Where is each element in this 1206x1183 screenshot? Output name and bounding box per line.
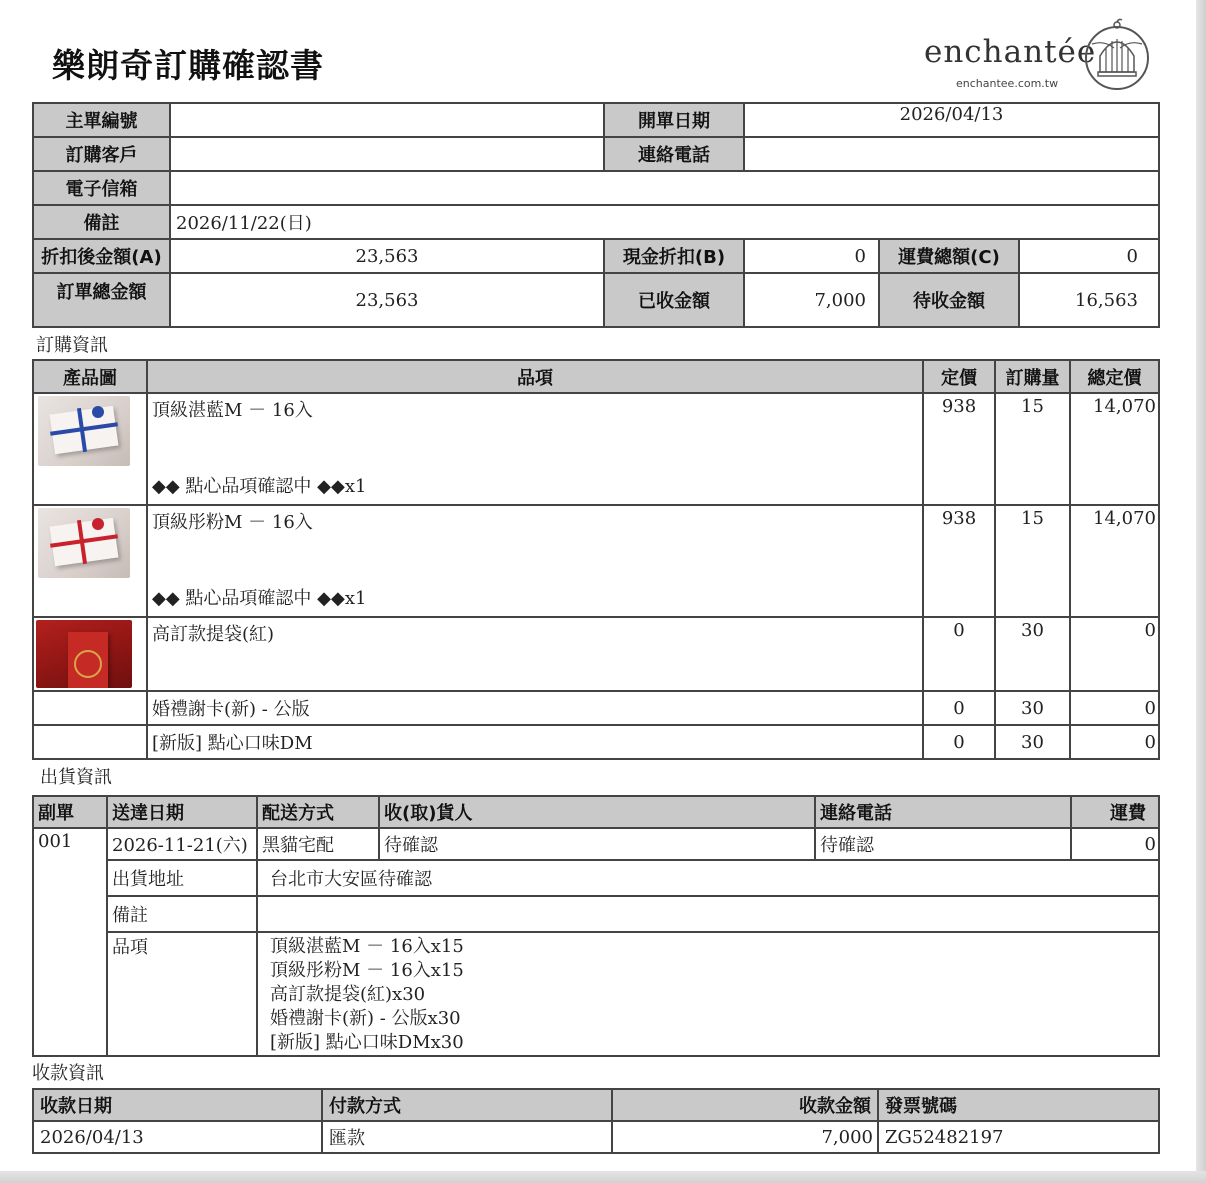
item-cell — [147, 505, 923, 617]
table-row — [33, 725, 1159, 759]
item-price: 938 — [923, 505, 995, 617]
col-header-invoice: 發票號碼 — [878, 1089, 1159, 1121]
item-cell — [147, 617, 923, 691]
received-value: 7,000 — [744, 273, 879, 327]
pay-date-value: 2026/04/13 — [33, 1121, 322, 1153]
ship-phone-value: 待確認 — [815, 828, 1071, 860]
order-info-table — [32, 102, 1160, 328]
pay-method-value: 匯款 — [322, 1121, 612, 1153]
item-qty: 15 — [995, 505, 1070, 617]
list-item: 頂級湛藍M － 16入x15 — [270, 936, 464, 957]
page-title: 樂朗奇訂購確認書 — [52, 46, 324, 85]
address-label: 出貨地址 — [107, 860, 257, 896]
pink-giftbox-image — [38, 508, 130, 578]
item-note: ◆◆ 點心品項確認中 ◆◆x1 — [152, 476, 367, 497]
shipping-section-label: 出貨資訊 — [40, 767, 112, 788]
sub-no-value: 001 — [33, 828, 107, 1056]
discounted-amount-value: 23,563 — [170, 239, 604, 273]
list-item: 高訂款提袋(紅)x30 — [270, 984, 426, 1005]
list-item: [新版] 點心口味DMx30 — [270, 1032, 464, 1053]
item-name: 頂級湛藍M － 16入 — [152, 400, 313, 421]
address-value: 台北市大安區待確認 — [257, 860, 1159, 896]
method-value: 黑貓宅配 — [257, 828, 379, 860]
remark-label: 備註 — [33, 205, 170, 239]
list-item: 婚禮謝卡(新) - 公版x30 — [270, 1008, 461, 1029]
col-header-fee: 運費 — [1071, 796, 1159, 828]
email-label: 電子信箱 — [33, 171, 170, 205]
cash-discount-value: 0 — [744, 239, 879, 273]
col-header-image: 產品圖 — [33, 360, 147, 393]
ship-items-list — [257, 932, 1159, 1056]
order-total-label: 訂單總金額 — [33, 273, 170, 327]
item-total: 0 — [1070, 725, 1159, 759]
shipping-total-label: 運費總額(C) — [879, 239, 1019, 273]
items-section-label: 訂購資訊 — [36, 335, 108, 356]
invoice-no-value: ZG52482197 — [878, 1121, 1159, 1153]
item-name: [新版] 點心口味DM — [147, 725, 923, 759]
col-header-sub-no: 副單 — [33, 796, 107, 828]
order-total-value: 23,563 — [170, 273, 604, 327]
col-header-item: 品項 — [147, 360, 923, 393]
main-no-value — [170, 103, 604, 137]
ship-fee-value: 0 — [1071, 828, 1159, 860]
item-price: 0 — [923, 691, 995, 725]
open-date-label: 開單日期 — [604, 103, 744, 137]
pending-value: 16,563 — [1019, 273, 1159, 327]
ship-remark-value — [257, 896, 1159, 932]
cash-discount-label: 現金折扣(B) — [604, 239, 744, 273]
product-image-cell — [33, 725, 147, 759]
col-header-phone: 連絡電話 — [815, 796, 1071, 828]
col-header-receiver: 收(取)貨人 — [379, 796, 815, 828]
customer-value — [170, 137, 604, 171]
ship-items-label: 品項 — [107, 932, 257, 1056]
blue-giftbox-image — [38, 396, 130, 466]
phone-label: 連絡電話 — [604, 137, 744, 171]
pay-amount-value: 7,000 — [612, 1121, 878, 1153]
col-header-pay-amount: 收款金額 — [612, 1089, 878, 1121]
page-edge — [1196, 0, 1206, 1183]
col-header-total: 總定價 — [1070, 360, 1159, 393]
brand-logo-text: enchantée — [924, 34, 1097, 70]
discounted-amount-label: 折扣後金額(A) — [33, 239, 170, 273]
received-label: 已收金額 — [604, 273, 744, 327]
item-name: 頂級彤粉M － 16入 — [152, 512, 313, 533]
product-image-cell — [33, 617, 147, 691]
item-qty: 30 — [995, 725, 1070, 759]
item-qty: 30 — [995, 617, 1070, 691]
col-header-pay-method: 付款方式 — [322, 1089, 612, 1121]
receiver-value: 待確認 — [379, 828, 815, 860]
shipping-total-value: 0 — [1019, 239, 1159, 273]
col-header-price: 定價 — [923, 360, 995, 393]
birdcage-logo-icon — [1084, 14, 1150, 94]
col-header-method: 配送方式 — [257, 796, 379, 828]
table-row — [33, 617, 1159, 691]
product-image-cell — [33, 505, 147, 617]
col-header-delivery-date: 送達日期 — [107, 796, 257, 828]
product-image-cell — [33, 393, 147, 505]
item-total: 14,070 — [1070, 505, 1159, 617]
item-total: 0 — [1070, 617, 1159, 691]
item-cell — [147, 393, 923, 505]
shipping-table — [32, 795, 1160, 1057]
product-image-cell — [33, 691, 147, 725]
main-no-label: 主單編號 — [33, 103, 170, 137]
phone-value — [744, 137, 1159, 171]
open-date-value: 2026/04/13 — [744, 103, 1159, 137]
pending-label: 待收金額 — [879, 273, 1019, 327]
ship-remark-label: 備註 — [107, 896, 257, 932]
remark-value: 2026/11/22(日) — [170, 205, 1159, 239]
red-bag-image — [36, 620, 132, 688]
brand-url: enchantee.com.tw — [956, 77, 1059, 90]
item-name: 高訂款提袋(紅) — [152, 624, 275, 645]
payment-section-label: 收款資訊 — [32, 1063, 104, 1084]
item-price: 0 — [923, 725, 995, 759]
item-total: 14,070 — [1070, 393, 1159, 505]
item-total: 0 — [1070, 691, 1159, 725]
col-header-qty: 訂購量 — [995, 360, 1070, 393]
email-value — [170, 171, 1159, 205]
table-row — [33, 691, 1159, 725]
item-price: 0 — [923, 617, 995, 691]
payment-table — [32, 1088, 1160, 1154]
item-qty: 30 — [995, 691, 1070, 725]
page-edge-bottom — [0, 1171, 1206, 1183]
list-item: 頂級彤粉M － 16入x15 — [270, 960, 464, 981]
item-note: ◆◆ 點心品項確認中 ◆◆x1 — [152, 588, 367, 609]
table-row — [33, 505, 1159, 617]
customer-label: 訂購客戶 — [33, 137, 170, 171]
item-name: 婚禮謝卡(新) - 公版 — [147, 691, 923, 725]
table-row — [33, 393, 1159, 505]
col-header-pay-date: 收款日期 — [33, 1089, 322, 1121]
item-qty: 15 — [995, 393, 1070, 505]
delivery-date-value: 2026-11-21(六) — [107, 828, 257, 860]
item-price: 938 — [923, 393, 995, 505]
items-table — [32, 359, 1160, 760]
